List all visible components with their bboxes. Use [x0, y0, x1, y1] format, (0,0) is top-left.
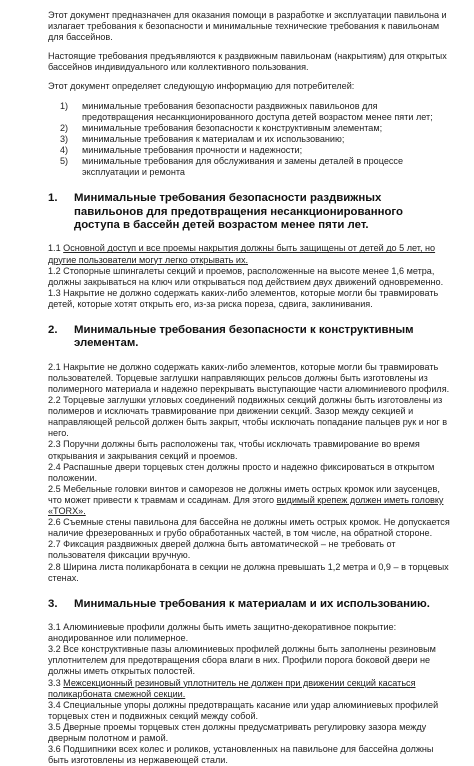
requirement-text: 2.6 Съемные стены павильона для бассейна не должны иметь острых кромок. Не допускается наличие фрезерованных и грубо обработанных частей, в том числе, на обратной стороне. — [48, 517, 450, 539]
list-item — [48, 134, 450, 145]
list-item — [48, 101, 450, 123]
section-heading-2 — [48, 324, 450, 351]
requirement-2-2 — [48, 395, 450, 439]
list-item — [48, 123, 450, 134]
intro-paragraph-2: Настоящие требования предъявляются к раздвижным павильонам (накрытиям) для открытых бассейнов индивидуального или коллективного пользования. — [48, 51, 447, 73]
requirement-text: 2.8 Ширина листа поликарбоната в секции не должна превышать 1,2 метра и 0,9 – в торцевых стенах. — [48, 561, 449, 583]
list-item — [48, 145, 450, 156]
requirement-3-6 — [48, 744, 450, 766]
section-title: Минимальные требования безопасности к конструктивным элементам. — [74, 324, 414, 350]
requirement-3-4 — [48, 700, 450, 722]
requirement-3-5 — [48, 722, 450, 744]
requirements-list — [48, 101, 450, 179]
section-number: 3. — [48, 597, 58, 610]
requirement-underlined-text: видимый крепеж должен иметь головку «TORX». — [48, 494, 444, 517]
requirement-3-1 — [48, 622, 450, 644]
requirement-2-5 — [48, 484, 450, 517]
section-number: 1. — [48, 192, 58, 205]
list-item — [48, 156, 450, 178]
section-heading-1 — [48, 192, 450, 232]
requirement-text: 1.1 — [48, 243, 64, 254]
requirement-2-4 — [48, 462, 450, 484]
requirement-1-3 — [48, 288, 450, 310]
requirement-text: 3.5 Дверные проемы торцевых стен должны предусматривать регулировку зазора между дверным полотном и рамой. — [48, 721, 427, 744]
requirement-1-2 — [48, 266, 450, 288]
requirement-2-6 — [48, 517, 450, 539]
list-item-text: минимальные требования прочности и надежности; — [82, 144, 303, 155]
requirement-text: 1.3 Накрытие не должно содержать каких-либо элементов, которые могли бы травмировать детей, которые хотят открыть его, из-за риска пореза, сдвига, заклинивания. — [48, 287, 439, 309]
requirement-text: 3.3 — [48, 677, 64, 688]
section-number: 2. — [48, 324, 58, 336]
requirement-2-1 — [48, 362, 450, 395]
requirement-text: 2.3 Поручни должны быть расположены так, чтобы исключать травмирование во время открывания и закрывания секций и проемов. — [48, 439, 420, 461]
list-item-number: 2) — [60, 122, 69, 133]
requirement-text: 2.2 Торцевые заглушки угловых соединений подвижных секций должны быть изготовлены из полимеров и исключать травмирование при движении секций. Зазор между секцией и направляющей рельсой должен быть закрыт, чтобы исключать попадание пальцев рук и ног в него. — [48, 395, 448, 439]
requirement-text: 1.2 Стопорные шпингалеты секций и проемов, расположенные на высоте менее 1,6 метра, должны закрываться на ключ или открываться под действием двух движений одновременно. — [48, 265, 444, 287]
section-title: Минимальные требования безопасности раздвижных павильонов для предотвращения несанкционированного доступа в бассейн детей возрастом менее пяти лет. — [74, 192, 403, 232]
list-item-number: 5) — [60, 156, 69, 167]
requirement-1-1 — [48, 243, 450, 265]
section-title: Минимальные требования к материалам и их использованию. — [74, 597, 430, 610]
list-item-number: 4) — [60, 144, 69, 155]
requirement-text: 2.1 Накрытие не должно содержать каких-либо элементов, которые могли бы травмировать пользователей. Торцевые заглушки направляющих рельсов должны быть изготовлены из полимерного материала и надежно перекрывать выступающие части алюминиевого профиля. — [48, 361, 450, 394]
list-item-number: 1) — [60, 100, 69, 111]
requirement-text: 3.6 Подшипники всех колес и роликов, установленных на павильоне для бассейна должны быть изготовлены из нержавеющей стали. — [48, 744, 434, 766]
list-item-text: минимальные требования для обслуживания и замены деталей в процессе эксплуатации и ремонта — [82, 156, 404, 178]
intro-paragraph-3: Этот документ определяет следующую информацию для потребителей: — [48, 81, 355, 92]
list-item-number: 3) — [60, 133, 69, 144]
list-item-text: минимальные требования безопасности к конструктивным элементам; — [82, 122, 383, 133]
requirement-3-3 — [48, 678, 450, 700]
requirement-2-8 — [48, 562, 450, 584]
requirement-3-2 — [48, 644, 450, 677]
requirement-text: 3.2 Все конструктивные пазы алюминиевых профилей должны быть заполнены резиновым уплотнителем для предотвращения сбора влаги в них. Профили порога боковой двери не должны иметь открытых полостей. — [48, 644, 436, 677]
requirement-2-7 — [48, 539, 450, 561]
requirement-text: 3.4 Специальные упоры должны предотвращать касание или удар алюминиевых профилей торцевых стен и подвижных секций между собой. — [48, 699, 439, 721]
list-item-text: минимальные требования безопасности раздвижных павильонов для предотвращения несанкционированного доступа детей возрастом менее пяти лет; — [82, 100, 433, 122]
requirement-underlined-text: Основной доступ и все проемы накрытия должны быть защищены от детей до 5 лет, но другие пользователи могут легко открывать их. — [48, 243, 436, 265]
list-item-text: минимальные требования к материалам и их использованию; — [82, 133, 345, 144]
requirement-text: 3.1 Алюминиевые профили должны быть иметь защитно-декоративное покрытие: анодированное или полимерное. — [48, 622, 397, 644]
section-heading-3 — [48, 598, 450, 611]
requirement-2-3 — [48, 439, 450, 461]
requirement-text: 2.5 Мебельные головки винтов и саморезов не должны иметь острых кромок или заусенцев, что может привести к травмам и ссадинам. Для этого — [48, 483, 440, 505]
requirement-text: 2.4 Распашные двери торцевых стен должны просто и надежно фиксироваться в открытом положении. — [48, 461, 435, 483]
requirement-text: 2.7 Фиксация раздвижных дверей должна быть автоматической – не требовать от пользователя фиксации вручную. — [48, 539, 396, 561]
requirement-underlined-text: Межсекционный резиновый уплотнитель не должен при движении секций касаться поликарбоната смежной секции. — [48, 677, 416, 699]
intro-paragraph-1: Этот документ предназначен для оказания помощи в разработке и эксплуатации павильона и излагает требования к безопасности и минимальные технические требования к павильонам для бассейнов. — [48, 10, 447, 43]
